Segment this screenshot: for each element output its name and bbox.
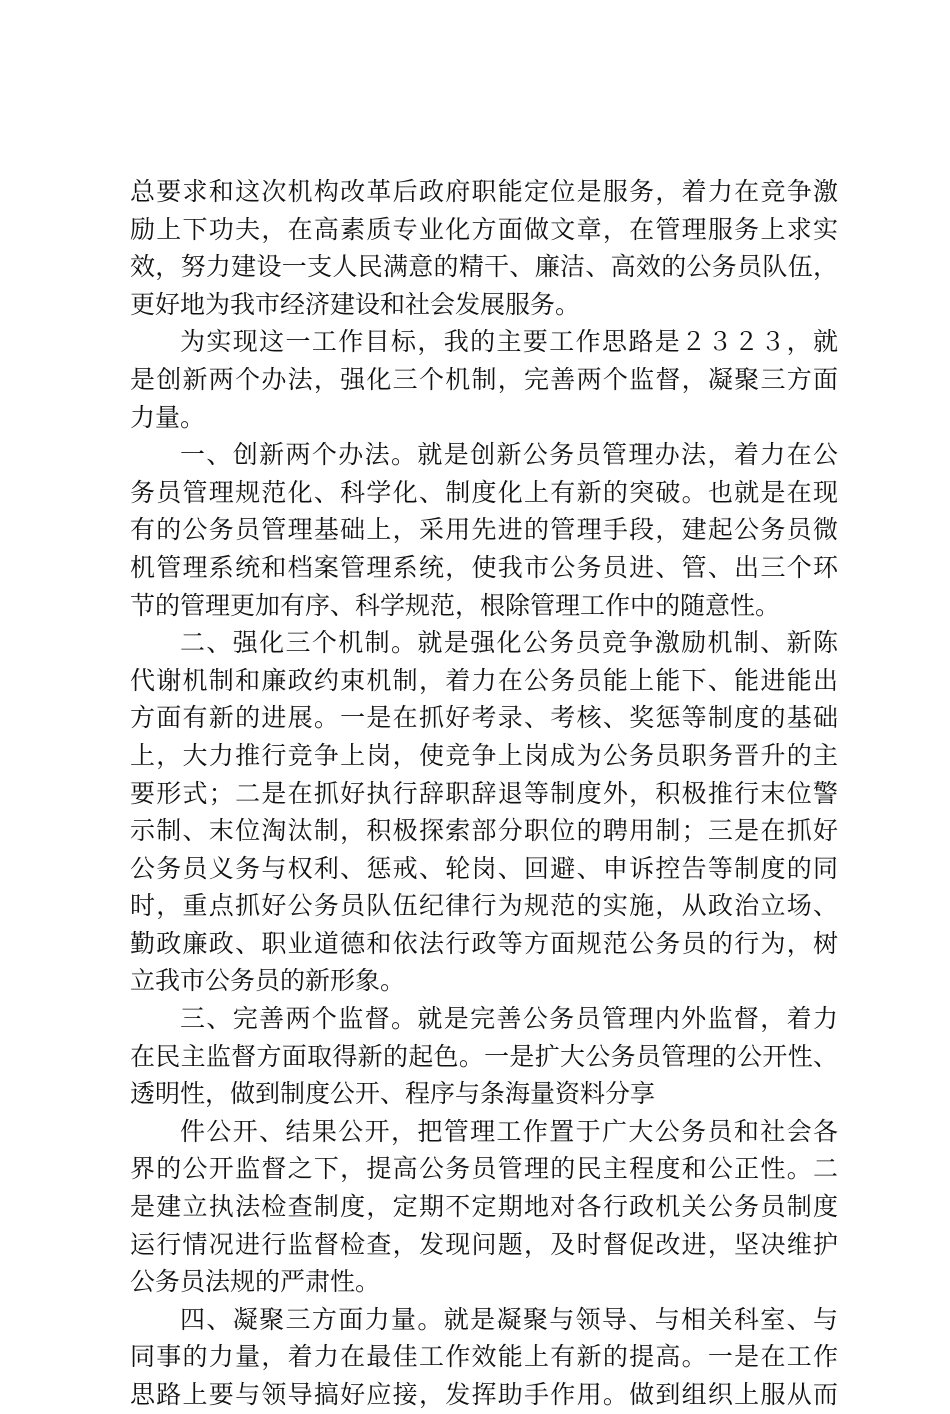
- text-line: 效，努力建设一支人民满意的精干、廉洁、高效的公务员队伍，: [130, 252, 838, 282]
- text-line: 是建立执法检查制度，定期不定期地对各行政机关公务员制度: [130, 1192, 838, 1222]
- document-page: [130, 173, 838, 1414]
- text-line: 同事的力量，着力在最佳工作效能上有新的提高。一是在工作: [130, 1342, 838, 1372]
- text-line: 一、创新两个办法。就是创新公务员管理办法，着力在公: [180, 440, 838, 470]
- text-line: 公务员法规的严肃性。: [130, 1267, 381, 1297]
- text-line: 示制、末位淘汰制，积极探索部分职位的聘用制；三是在抓好: [130, 816, 838, 846]
- text-line: 上，大力推行竞争上岗，使竞争上岗成为公务员职务晋升的主: [130, 740, 838, 770]
- text-line: 总要求和这次机构改革后政府职能定位是服务，着力在竞争激: [130, 177, 838, 206]
- text-line: 立我市公务员的新形象。: [130, 966, 406, 996]
- text-line: 勤政廉政、职业道德和依法行政等方面规范公务员的行为，树: [130, 928, 838, 958]
- text-line: 界的公开监督之下，提高公务员管理的民主程度和公正性。二: [130, 1154, 838, 1184]
- text-line: 更好地为我市经济建设和社会发展服务。: [130, 289, 581, 319]
- text-line: 机管理系统和档案管理系统，使我市公务员进、管、出三个环: [130, 552, 838, 582]
- text-line: 思路上要与领导搞好应接，发挥助手作用。做到组织上服从而: [130, 1380, 838, 1409]
- text-line: 为实现这一工作目标，我的主要工作思路是２３２３，就: [180, 327, 838, 357]
- text-line: 二、强化三个机制。就是强化公务员竞争激励机制、新陈: [180, 628, 838, 658]
- text-line: 力量。: [130, 402, 206, 432]
- text-line: 时，重点抓好公务员队伍纪律行为规范的实施，从政治立场、: [130, 891, 838, 921]
- text-line: 件公开、结果公开，把管理工作置于广大公务员和社会各: [180, 1116, 838, 1146]
- text-line: 节的管理更加有序、科学规范，根除管理工作中的随意性。: [130, 590, 781, 620]
- text-line: 方面有新的进展。一是在抓好考录、考核、奖惩等制度的基础: [130, 703, 838, 733]
- text-line: 运行情况进行监督检查，发现问题，及时督促改进，坚决维护: [130, 1229, 838, 1259]
- text-line: 公务员义务与权利、惩戒、轮岗、回避、申诉控告等制度的同: [130, 853, 838, 883]
- text-line: 有的公务员管理基础上，采用先进的管理手段，建起公务员微: [130, 515, 838, 545]
- text-line: 励上下功夫，在高素质专业化方面做文章，在管理服务上求实: [130, 214, 838, 244]
- text-line: 要形式；二是在抓好执行辞职辞退等制度外，积极推行末位警: [130, 778, 838, 808]
- text-line: 务员管理规范化、科学化、制度化上有新的突破。也就是在现: [130, 477, 838, 507]
- text-line: 四、凝聚三方面力量。就是凝聚与领导、与相关科室、与: [180, 1304, 838, 1334]
- text-line: 是创新两个办法，强化三个机制，完善两个监督，凝聚三方面: [130, 364, 838, 394]
- text-line: 三、完善两个监督。就是完善公务员管理内外监督，着力: [180, 1004, 838, 1034]
- text-line: 透明性，做到制度公开、程序与条海量资料分享: [130, 1079, 656, 1109]
- text-line: 在民主监督方面取得新的起色。一是扩大公务员管理的公开性、: [130, 1041, 838, 1071]
- text-line: 代谢机制和廉政约束机制，着力在公务员能上能下、能进能出: [130, 665, 838, 695]
